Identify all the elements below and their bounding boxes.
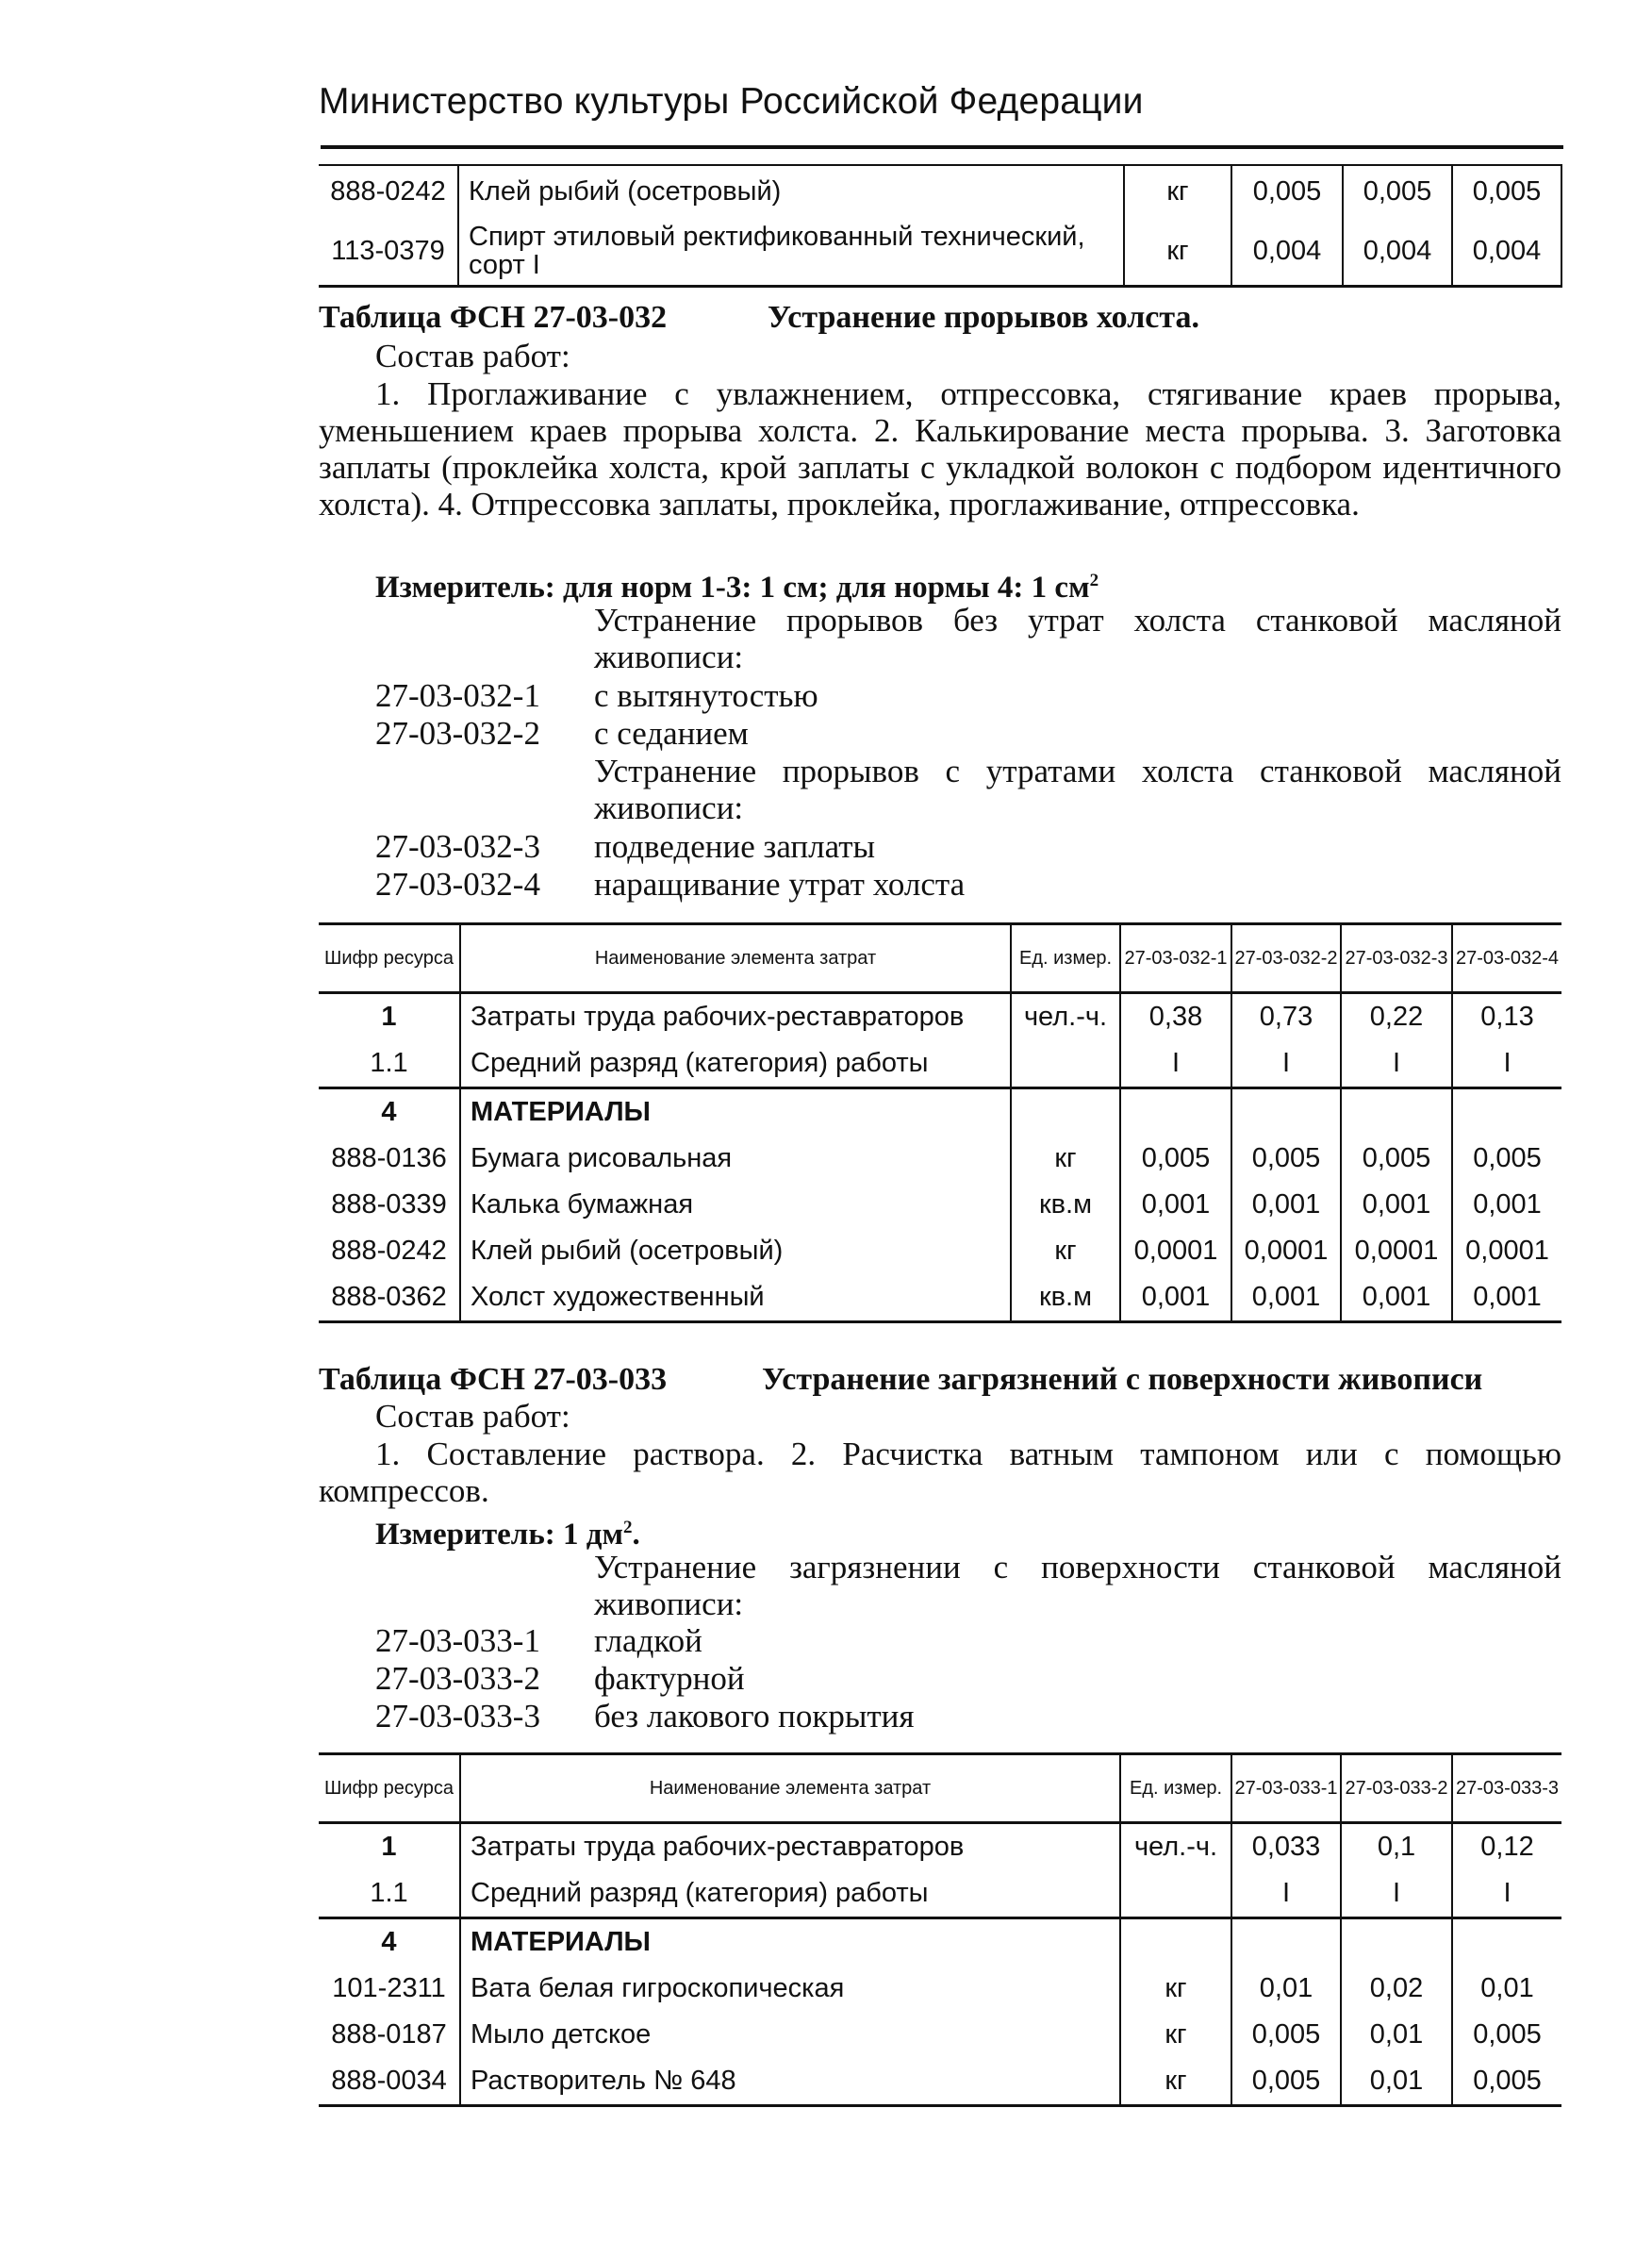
norm-value: I: [1452, 1040, 1561, 1088]
norm-value: 0,004: [1343, 217, 1452, 287]
column-header-norm: 27-03-033-3: [1452, 1754, 1561, 1823]
norm-value: [1341, 1918, 1452, 1967]
table-row: [319, 1182, 1561, 1228]
table-row: [319, 165, 1561, 217]
table-row: [319, 217, 1561, 287]
resource-unit: чел.-ч.: [1011, 993, 1120, 1041]
table-row: [319, 1918, 1561, 1967]
norm-code: 27-03-033-2: [375, 1660, 540, 1697]
norm-code: 27-03-032-3: [375, 828, 540, 865]
norm-code: 27-03-033-1: [375, 1622, 540, 1659]
norm-value: 0,001: [1120, 1182, 1231, 1228]
resource-code: 888-0242: [319, 1228, 460, 1274]
column-header-code: Шифр ресурса: [319, 924, 460, 993]
norm-item: [375, 677, 818, 714]
norm-value: I: [1452, 1870, 1561, 1918]
resource-code: 1: [319, 1823, 460, 1871]
norm-value: 0,005: [1452, 2012, 1561, 2058]
norm-group-heading: Устранение прорывов без утрат холста станковой масляной живописи:: [594, 602, 1561, 675]
table-row: [319, 1274, 1561, 1322]
norm-item: [375, 1622, 702, 1659]
norm-value: 0,005: [1231, 2012, 1341, 2058]
norm-value: 0,005: [1452, 2058, 1561, 2106]
resource-name: Затраты труда рабочих-реставраторов: [460, 1823, 1120, 1871]
section-title: [319, 300, 1199, 336]
norm-group-heading: Устранение загрязнении с поверхности станковой масляной живописи:: [594, 1549, 1561, 1622]
column-header-code: Шифр ресурса: [319, 1754, 460, 1823]
norm-value: 0,005: [1231, 165, 1343, 217]
norm-value: I: [1231, 1870, 1341, 1918]
resource-name: Затраты труда рабочих-реставраторов: [460, 993, 1011, 1041]
norm-value: 0,12: [1452, 1823, 1561, 1871]
section-name: Устранение загрязнений с поверхности живописи: [762, 1362, 1483, 1397]
resource-name: Холст художественный: [460, 1274, 1011, 1322]
table-row: [319, 1823, 1561, 1871]
resource-unit: чел.-ч.: [1120, 1823, 1231, 1871]
meter-superscript: 2: [1089, 571, 1099, 590]
resource-unit: кг: [1011, 1136, 1120, 1182]
norm-value: 0,38: [1120, 993, 1231, 1041]
meter-end: .: [632, 1518, 640, 1552]
norm-value: 0,01: [1452, 1966, 1561, 2012]
resource-code: 888-0187: [319, 2012, 460, 2058]
header-rule: [321, 145, 1563, 149]
norm-item: [375, 1660, 745, 1697]
column-header-norm: 27-03-033-2: [1341, 1754, 1452, 1823]
resource-code: 4: [319, 1088, 460, 1137]
resource-name: Вата белая гигроскопическая: [460, 1966, 1120, 2012]
composition-text: 1. Проглаживание с увлажнением, отпрессовка, стягивание краев прорыва, уменьшением краев прорыва холста. 2. Калькирование места прорыва. 3. Заготовка заплаты (проклейка холста, крой заплаты с укладкой волокон с подбором идентичного холста). 4. Отпрессовка заплаты, проклейка, проглаживание, отпрессовка.: [319, 375, 1561, 523]
resource-name: Клей рыбий (осетровый): [460, 1228, 1011, 1274]
table-row: [319, 1136, 1561, 1182]
resource-unit: кв.м: [1011, 1182, 1120, 1228]
page-header: Министерство культуры Российской Федерации: [319, 81, 1144, 122]
resource-code: 113-0379: [319, 217, 458, 287]
norm-value: 0,004: [1452, 217, 1561, 287]
table-row: [319, 1966, 1561, 2012]
norm-code: 27-03-032-4: [375, 866, 540, 903]
column-header-name: Наименование элемента затрат: [460, 924, 1011, 993]
norm-value: [1231, 1918, 1341, 1967]
norm-value: 0,13: [1452, 993, 1561, 1041]
norm-text: гладкой: [594, 1622, 702, 1659]
norm-text: с седанием: [594, 715, 749, 752]
norm-value: I: [1341, 1870, 1452, 1918]
section-label: Таблица ФСН 27-03-032: [319, 300, 668, 335]
norm-code: 27-03-033-3: [375, 1698, 540, 1735]
resource-unit: кг: [1124, 217, 1231, 287]
table-header-row: [319, 924, 1561, 993]
norm-code: 27-03-032-1: [375, 677, 540, 714]
meter-text: Измеритель: 1 дм: [375, 1518, 623, 1552]
norm-item: [375, 715, 749, 752]
norm-value: 0,005: [1231, 1136, 1341, 1182]
resource-code: 1.1: [319, 1870, 460, 1918]
resource-unit: кв.м: [1011, 1274, 1120, 1322]
norm-value: 0,005: [1343, 165, 1452, 217]
meter-text: Измеритель: для норм 1-3: 1 см; для нормы 4: 1 см: [375, 571, 1090, 605]
resource-unit: кг: [1120, 2058, 1231, 2106]
resource-code: 888-0034: [319, 2058, 460, 2106]
resource-unit: кг: [1120, 1966, 1231, 2012]
meter-line: [375, 1509, 640, 1553]
resource-unit: [1011, 1040, 1120, 1088]
norm-value: I: [1341, 1040, 1452, 1088]
table-row: [319, 2012, 1561, 2058]
resource-name: Растворитель № 648: [460, 2058, 1120, 2106]
resource-unit: кг: [1124, 165, 1231, 217]
resource-unit: [1120, 1870, 1231, 1918]
norm-value: [1452, 1088, 1561, 1137]
resource-name: Бумага рисовальная: [460, 1136, 1011, 1182]
norm-text: наращивание утрат холста: [594, 866, 966, 903]
norm-value: 0,005: [1452, 165, 1561, 217]
norm-value: 0,02: [1341, 1966, 1452, 2012]
norm-value: [1231, 1088, 1341, 1137]
resource-code: 4: [319, 1918, 460, 1967]
meter-superscript: 2: [622, 1518, 633, 1537]
resource-name: Мыло детское: [460, 2012, 1120, 2058]
norm-code: 27-03-032-2: [375, 715, 540, 752]
meter-line: [375, 562, 1099, 606]
column-header-name: Наименование элемента затрат: [460, 1754, 1120, 1823]
norm-value: 0,001: [1341, 1274, 1452, 1322]
column-header-norm: 27-03-032-1: [1120, 924, 1231, 993]
resource-code: 888-0362: [319, 1274, 460, 1322]
norm-item: [375, 866, 965, 903]
norm-value: 0,01: [1341, 2012, 1452, 2058]
norm-text: с вытянутостью: [594, 677, 818, 714]
resource-code: 101-2311: [319, 1966, 460, 2012]
norm-value: I: [1120, 1040, 1231, 1088]
resource-name: МАТЕРИАЛЫ: [460, 1918, 1120, 1967]
resource-code: 888-0242: [319, 165, 458, 217]
norm-value: 0,001: [1452, 1182, 1561, 1228]
norm-value: 0,22: [1341, 993, 1452, 1041]
norm-value: 0,01: [1231, 1966, 1341, 2012]
norm-value: 0,001: [1231, 1274, 1341, 1322]
column-header-norm: 27-03-032-2: [1231, 924, 1341, 993]
norm-value: 0,001: [1231, 1182, 1341, 1228]
resource-name: Спирт этиловый ректификованный технический, сорт I: [458, 217, 1124, 287]
norm-value: 0,004: [1231, 217, 1343, 287]
norm-item: [375, 1698, 915, 1735]
column-header-norm: 27-03-032-4: [1452, 924, 1561, 993]
section-name: Устранение прорывов холста.: [768, 300, 1199, 335]
norm-value: 0,005: [1452, 1136, 1561, 1182]
resource-unit: кг: [1011, 1228, 1120, 1274]
composition-label: Состав работ:: [375, 338, 570, 374]
norm-value: 0,005: [1120, 1136, 1231, 1182]
norm-value: 0,001: [1341, 1182, 1452, 1228]
column-header-unit: Ед. измер.: [1011, 924, 1120, 993]
column-header-norm: 27-03-033-1: [1231, 1754, 1341, 1823]
resource-table-033: [319, 1752, 1561, 2107]
norm-value: 0,1: [1341, 1823, 1452, 1871]
norm-value: 0,0001: [1341, 1228, 1452, 1274]
column-header-unit: Ед. измер.: [1120, 1754, 1231, 1823]
resource-name: МАТЕРИАЛЫ: [460, 1088, 1011, 1137]
table-row: [319, 1088, 1561, 1137]
resource-code: 888-0136: [319, 1136, 460, 1182]
resource-name: Средний разряд (категория) работы: [460, 1870, 1120, 1918]
resource-unit: [1011, 1088, 1120, 1137]
norm-value: 0,01: [1341, 2058, 1452, 2106]
resource-name: Калька бумажная: [460, 1182, 1011, 1228]
section-label: Таблица ФСН 27-03-033: [319, 1362, 668, 1397]
composition-text: 1. Составление раствора. 2. Расчистка ватным тампоном или с помощью компрессов.: [319, 1436, 1561, 1509]
norm-value: I: [1231, 1040, 1341, 1088]
norm-value: 0,0001: [1231, 1228, 1341, 1274]
norm-item: [375, 828, 875, 865]
resource-unit: кг: [1120, 2012, 1231, 2058]
table-row: [319, 1040, 1561, 1088]
norm-value: 0,73: [1231, 993, 1341, 1041]
table-header-row: [319, 1754, 1561, 1823]
table-row: [319, 993, 1561, 1041]
resource-unit: [1120, 1918, 1231, 1967]
section-title: [319, 1362, 1483, 1398]
norm-value: 0,005: [1341, 1136, 1452, 1182]
column-header-norm: 27-03-032-3: [1341, 924, 1452, 993]
norm-value: 0,0001: [1452, 1228, 1561, 1274]
resource-table-032: [319, 922, 1561, 1323]
table-row: [319, 1228, 1561, 1274]
norm-text: подведение заплаты: [594, 828, 876, 865]
continuation-table: [319, 164, 1562, 288]
table-row: [319, 1870, 1561, 1918]
composition-label: Состав работ:: [375, 1398, 570, 1435]
resource-code: 1.1: [319, 1040, 460, 1088]
norm-group-heading: Устранение прорывов с утратами холста станковой масляной живописи:: [594, 753, 1561, 826]
resource-code: 1: [319, 993, 460, 1041]
resource-name: Средний разряд (категория) работы: [460, 1040, 1011, 1088]
norm-value: [1452, 1918, 1561, 1967]
resource-name: Клей рыбий (осетровый): [458, 165, 1124, 217]
norm-value: 0,001: [1120, 1274, 1231, 1322]
norm-value: [1341, 1088, 1452, 1137]
table-row: [319, 2058, 1561, 2106]
resource-code: 888-0339: [319, 1182, 460, 1228]
norm-text: фактурной: [594, 1660, 745, 1697]
norm-value: 0,033: [1231, 1823, 1341, 1871]
norm-value: 0,001: [1452, 1274, 1561, 1322]
norm-value: [1120, 1088, 1231, 1137]
norm-value: 0,005: [1231, 2058, 1341, 2106]
norm-text: без лакового покрытия: [594, 1698, 915, 1735]
norm-value: 0,0001: [1120, 1228, 1231, 1274]
